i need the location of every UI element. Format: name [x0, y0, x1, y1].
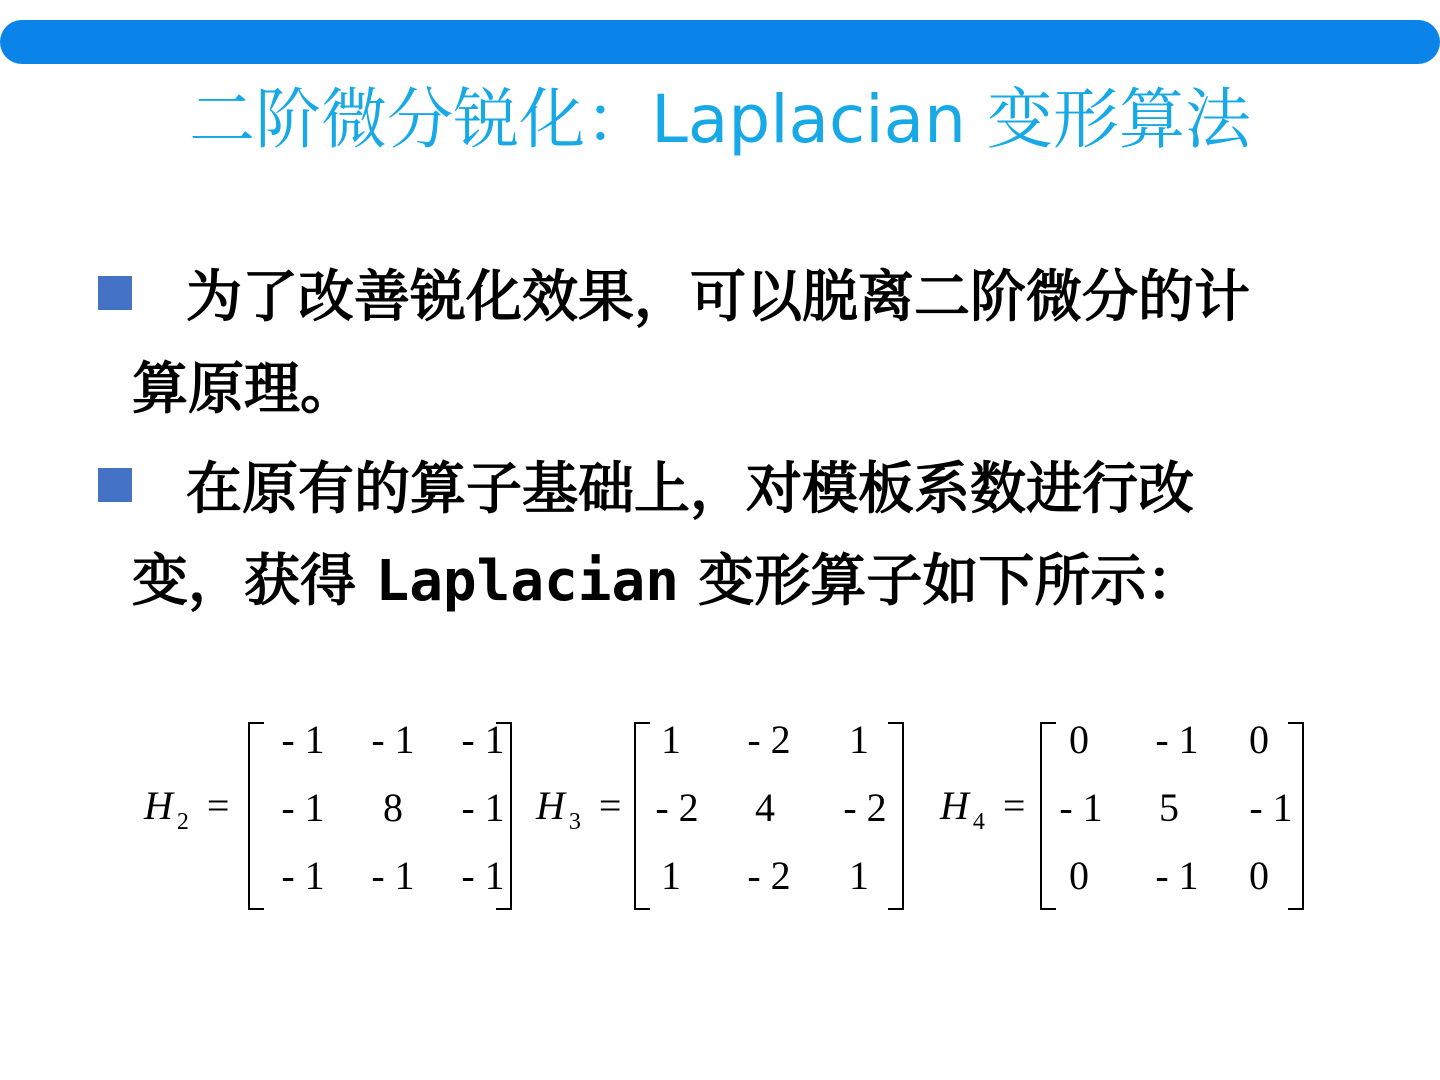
bullet-text-2-after: 变形算子如下所示： [678, 549, 1203, 614]
equals-sign: = [598, 783, 622, 828]
matrix-cell: 1 [661, 853, 681, 898]
formula-subscript: 3 [568, 809, 581, 835]
matrix-cell: - 2 [655, 785, 699, 830]
matrix-cell: - 1 [371, 717, 415, 762]
formula-variable: H [144, 783, 173, 828]
slide-title: 二阶微分锐化：Laplacian 变形算法 [189, 81, 1251, 158]
matrix-cell: - 2 [747, 853, 791, 898]
matrix-cell: - 1 [281, 853, 325, 898]
formula-variable: H [536, 783, 565, 828]
formula-variable: H [940, 783, 969, 828]
matrix-cell: 0 [1249, 853, 1269, 898]
formula-row [0, 700, 1440, 940]
matrix-cell: - 1 [1059, 785, 1103, 830]
bullet-square-icon [98, 468, 132, 502]
bullet-text-2 [132, 444, 1272, 628]
matrix-cell: 0 [1069, 717, 1089, 762]
formula-lhs [144, 782, 229, 836]
bullet-text-2-before: 在原有的算子基础上，对模板系数进行改变，获得 [132, 457, 1194, 614]
matrix-cell: 5 [1159, 785, 1179, 830]
formula-subscript: 2 [176, 809, 189, 835]
formula-subscript: 4 [972, 809, 985, 835]
right-bracket [888, 722, 904, 910]
matrix-cell: - 1 [371, 853, 415, 898]
matrix-cell: - 1 [461, 785, 505, 830]
equals-sign: = [1002, 783, 1026, 828]
matrix-cell: 1 [661, 717, 681, 762]
matrix-cell: - 1 [461, 853, 505, 898]
matrix-cell: 4 [755, 785, 775, 830]
matrix-cell: 1 [849, 853, 869, 898]
matrix-cell: - 2 [747, 717, 791, 762]
matrix-cell: 0 [1249, 717, 1269, 762]
bullet-square-icon [98, 276, 132, 310]
matrix-cell: - 1 [1155, 717, 1199, 762]
matrix-cell: - 1 [461, 717, 505, 762]
formula-h3 [532, 700, 922, 930]
matrix-cell: 8 [383, 785, 403, 830]
matrix-cell: - 1 [1155, 853, 1199, 898]
matrix-cell: - 1 [1249, 785, 1293, 830]
formula-h4 [936, 700, 1326, 930]
formula-h2 [140, 700, 520, 930]
top-accent-bar [0, 20, 1440, 64]
formula-lhs [536, 782, 621, 836]
matrix-cell: 1 [849, 717, 869, 762]
right-bracket [1288, 722, 1304, 910]
matrix-cell: 0 [1069, 853, 1089, 898]
matrix-cell: - 2 [843, 785, 887, 830]
matrix-cell: - 1 [281, 785, 325, 830]
right-bracket [496, 722, 512, 910]
bullet-text-2-code: Laplacian [375, 549, 679, 614]
bullet-text-1: 为了改善锐化效果，可以脱离二阶微分的计算原理。 [132, 265, 1250, 422]
matrix-cell: - 1 [281, 717, 325, 762]
equals-sign: = [206, 783, 230, 828]
formula-lhs [940, 782, 1025, 836]
